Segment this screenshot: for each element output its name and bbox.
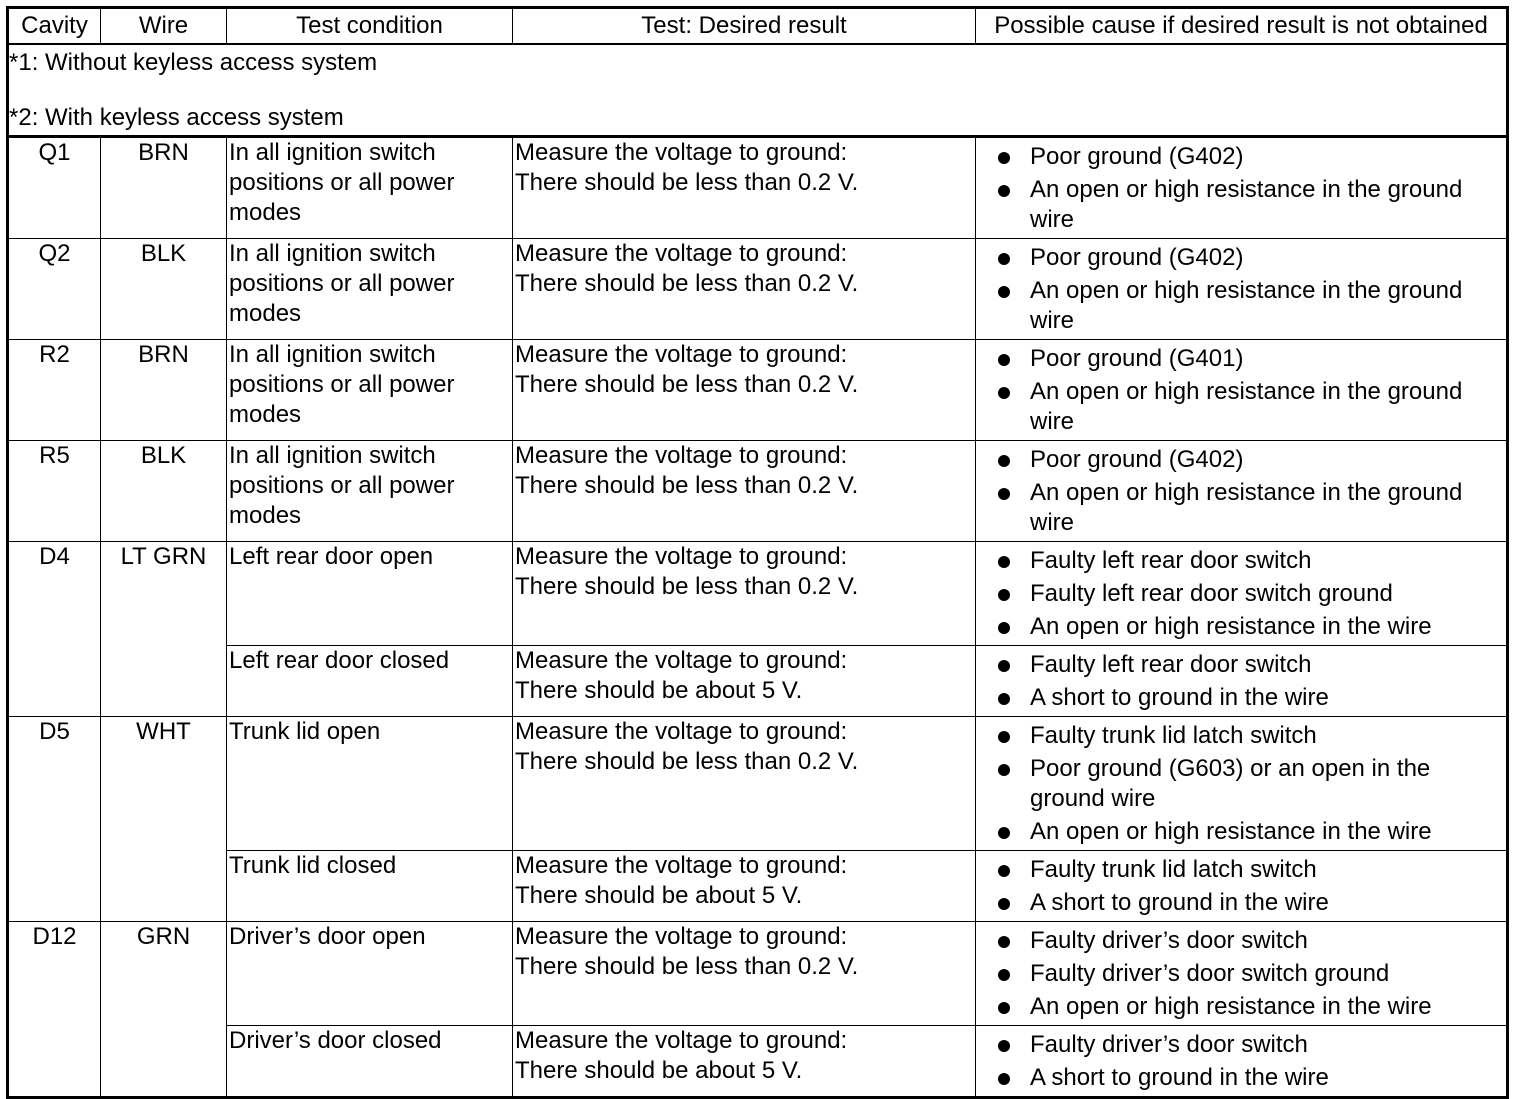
cavity-cell: Q1 — [8, 136, 101, 238]
cause-item — [978, 721, 1504, 751]
cause-text: Poor ground (G402) — [1030, 445, 1244, 473]
header-test-condition: Test condition — [227, 8, 513, 45]
cause-list — [978, 717, 1504, 847]
table-row — [8, 1025, 1508, 1097]
bullet-icon — [998, 936, 1010, 948]
result-line: There should be less than 0.2 V. — [515, 952, 859, 980]
cause-item — [978, 683, 1504, 713]
bullet-icon — [998, 731, 1010, 743]
condition-cell: In all ignition switch positions or all power modes — [227, 339, 513, 440]
cause-item — [978, 377, 1504, 437]
bullet-icon — [998, 827, 1010, 839]
cause-text: An open or high resistance in the wire — [1030, 992, 1432, 1020]
table-row — [8, 850, 1508, 921]
wire-cell: LT GRN — [101, 541, 227, 716]
result-line: There should be about 5 V. — [515, 1056, 803, 1084]
result-line: There should be less than 0.2 V. — [515, 269, 859, 297]
cavity-cell: R5 — [8, 440, 101, 541]
wire-cell: WHT — [101, 716, 227, 921]
cause-list — [978, 922, 1504, 1022]
header-wire: Wire — [101, 8, 227, 45]
condition-cell: Trunk lid open — [227, 716, 513, 850]
cause-text: A short to ground in the wire — [1030, 683, 1329, 711]
bullet-icon — [998, 455, 1010, 467]
result-line: There should be less than 0.2 V. — [515, 747, 859, 775]
cause-list — [978, 340, 1504, 437]
cause-text: An open or high resistance in the ground wire — [1030, 377, 1463, 435]
result-cell — [513, 921, 976, 1025]
cause-item — [978, 276, 1504, 336]
table-row — [8, 238, 1508, 339]
table-row — [8, 440, 1508, 541]
header-possible-cause: Possible cause if desired result is not obtained — [976, 8, 1508, 45]
bullet-icon — [998, 354, 1010, 366]
cause-item — [978, 817, 1504, 847]
causes-cell — [976, 238, 1508, 339]
causes-cell — [976, 716, 1508, 850]
cavity-cell: D4 — [8, 541, 101, 716]
condition-cell: Driver’s door closed — [227, 1025, 513, 1097]
result-line: Measure the voltage to ground: — [515, 851, 848, 879]
result-line: Measure the voltage to ground: — [515, 340, 848, 368]
causes-cell — [976, 921, 1508, 1025]
result-cell — [513, 1025, 976, 1097]
bullet-icon — [998, 185, 1010, 197]
cavity-cell: D12 — [8, 921, 101, 1097]
condition-cell: In all ignition switch positions or all power modes — [227, 440, 513, 541]
result-line: There should be about 5 V. — [515, 881, 803, 909]
wire-cell: BRN — [101, 339, 227, 440]
cause-item — [978, 992, 1504, 1022]
causes-cell — [976, 850, 1508, 921]
bullet-icon — [998, 556, 1010, 568]
cause-item — [978, 1063, 1504, 1093]
cause-item — [978, 1030, 1504, 1060]
bullet-icon — [998, 253, 1010, 265]
note-without-keyless: *1: Without keyless access system — [9, 49, 378, 76]
wire-cell: BLK — [101, 440, 227, 541]
cause-item — [978, 445, 1504, 475]
cause-item — [978, 243, 1504, 273]
table-row — [8, 541, 1508, 645]
wire-cell: BLK — [101, 238, 227, 339]
causes-cell — [976, 645, 1508, 716]
bullet-icon — [998, 589, 1010, 601]
result-line: There should be less than 0.2 V. — [515, 471, 859, 499]
cause-text: Faulty trunk lid latch switch — [1030, 721, 1317, 749]
cavity-cell: Q2 — [8, 238, 101, 339]
notes-cell — [8, 44, 1508, 136]
condition-cell: Driver’s door open — [227, 921, 513, 1025]
cause-text: An open or high resistance in the wire — [1030, 612, 1432, 640]
result-line: There should be about 5 V. — [515, 676, 803, 704]
cause-text: Faulty driver’s door switch ground — [1030, 959, 1390, 987]
cause-item — [978, 142, 1504, 172]
cause-text: An open or high resistance in the ground wire — [1030, 276, 1463, 334]
cause-item — [978, 344, 1504, 374]
cause-list — [978, 646, 1504, 713]
cause-text: A short to ground in the wire — [1030, 888, 1329, 916]
cause-list — [978, 441, 1504, 538]
cause-text: Poor ground (G603) or an open in the ground wire — [1030, 754, 1431, 812]
result-line: Measure the voltage to ground: — [515, 542, 848, 570]
cause-text: Faulty left rear door switch — [1030, 650, 1312, 678]
cause-list — [978, 239, 1504, 336]
cause-list — [978, 542, 1504, 642]
table-row — [8, 136, 1508, 238]
cause-list — [978, 1026, 1504, 1093]
table-row — [8, 716, 1508, 850]
result-cell — [513, 850, 976, 921]
header-row — [8, 8, 1508, 45]
cause-item — [978, 478, 1504, 538]
cause-item — [978, 926, 1504, 956]
bullet-icon — [998, 660, 1010, 672]
result-cell — [513, 645, 976, 716]
causes-cell — [976, 1025, 1508, 1097]
header-desired-result: Test: Desired result — [513, 8, 976, 45]
cause-text: Faulty left rear door switch — [1030, 546, 1312, 574]
cause-text: An open or high resistance in the wire — [1030, 817, 1432, 845]
cause-text: Faulty trunk lid latch switch — [1030, 855, 1317, 883]
table-row — [8, 921, 1508, 1025]
result-line: There should be less than 0.2 V. — [515, 370, 859, 398]
result-cell — [513, 440, 976, 541]
connector-test-table — [6, 6, 1509, 1099]
bullet-icon — [998, 152, 1010, 164]
result-line: There should be less than 0.2 V. — [515, 572, 859, 600]
cause-text: An open or high resistance in the ground wire — [1030, 478, 1463, 536]
cause-text: Poor ground (G402) — [1030, 142, 1244, 170]
note-with-keyless: *2: With keyless access system — [9, 104, 344, 131]
cause-item — [978, 612, 1504, 642]
bullet-icon — [998, 1040, 1010, 1052]
cause-text: An open or high resistance in the ground wire — [1030, 175, 1463, 233]
cavity-cell: R2 — [8, 339, 101, 440]
condition-cell: Trunk lid closed — [227, 850, 513, 921]
cause-text: Poor ground (G401) — [1030, 344, 1244, 372]
cause-list — [978, 138, 1504, 235]
cause-item — [978, 175, 1504, 235]
causes-cell — [976, 440, 1508, 541]
bullet-icon — [998, 693, 1010, 705]
result-line: Measure the voltage to ground: — [515, 1026, 848, 1054]
cause-item — [978, 855, 1504, 885]
condition-cell: In all ignition switch positions or all power modes — [227, 136, 513, 238]
bullet-icon — [998, 488, 1010, 500]
result-cell — [513, 136, 976, 238]
cause-item — [978, 579, 1504, 609]
cause-list — [978, 851, 1504, 918]
result-line: Measure the voltage to ground: — [515, 138, 848, 166]
cause-item — [978, 546, 1504, 576]
table-row — [8, 339, 1508, 440]
result-line: Measure the voltage to ground: — [515, 717, 848, 745]
cause-item — [978, 959, 1504, 989]
cavity-cell: D5 — [8, 716, 101, 921]
bullet-icon — [998, 969, 1010, 981]
wire-cell: BRN — [101, 136, 227, 238]
bullet-icon — [998, 387, 1010, 399]
cause-text: Faulty driver’s door switch — [1030, 926, 1308, 954]
bullet-icon — [998, 286, 1010, 298]
condition-cell: Left rear door open — [227, 541, 513, 645]
table-row — [8, 645, 1508, 716]
bullet-icon — [998, 898, 1010, 910]
cause-item — [978, 754, 1504, 814]
cause-item — [978, 650, 1504, 680]
condition-cell: Left rear door closed — [227, 645, 513, 716]
bullet-icon — [998, 622, 1010, 634]
cause-text: Faulty left rear door switch ground — [1030, 579, 1393, 607]
cause-text: Poor ground (G402) — [1030, 243, 1244, 271]
causes-cell — [976, 339, 1508, 440]
result-cell — [513, 716, 976, 850]
bullet-icon — [998, 1073, 1010, 1085]
result-line: Measure the voltage to ground: — [515, 922, 848, 950]
wire-cell: GRN — [101, 921, 227, 1097]
result-line: Measure the voltage to ground: — [515, 441, 848, 469]
result-cell — [513, 238, 976, 339]
causes-cell — [976, 541, 1508, 645]
condition-cell: In all ignition switch positions or all power modes — [227, 238, 513, 339]
causes-cell — [976, 136, 1508, 238]
header-cavity: Cavity — [8, 8, 101, 45]
cause-text: Faulty driver’s door switch — [1030, 1030, 1308, 1058]
cause-item — [978, 888, 1504, 918]
result-cell — [513, 541, 976, 645]
bullet-icon — [998, 865, 1010, 877]
bullet-icon — [998, 1002, 1010, 1014]
result-cell — [513, 339, 976, 440]
bullet-icon — [998, 764, 1010, 776]
notes-row — [8, 44, 1508, 136]
result-line: Measure the voltage to ground: — [515, 646, 848, 674]
result-line: There should be less than 0.2 V. — [515, 168, 859, 196]
cause-text: A short to ground in the wire — [1030, 1063, 1329, 1091]
result-line: Measure the voltage to ground: — [515, 239, 848, 267]
